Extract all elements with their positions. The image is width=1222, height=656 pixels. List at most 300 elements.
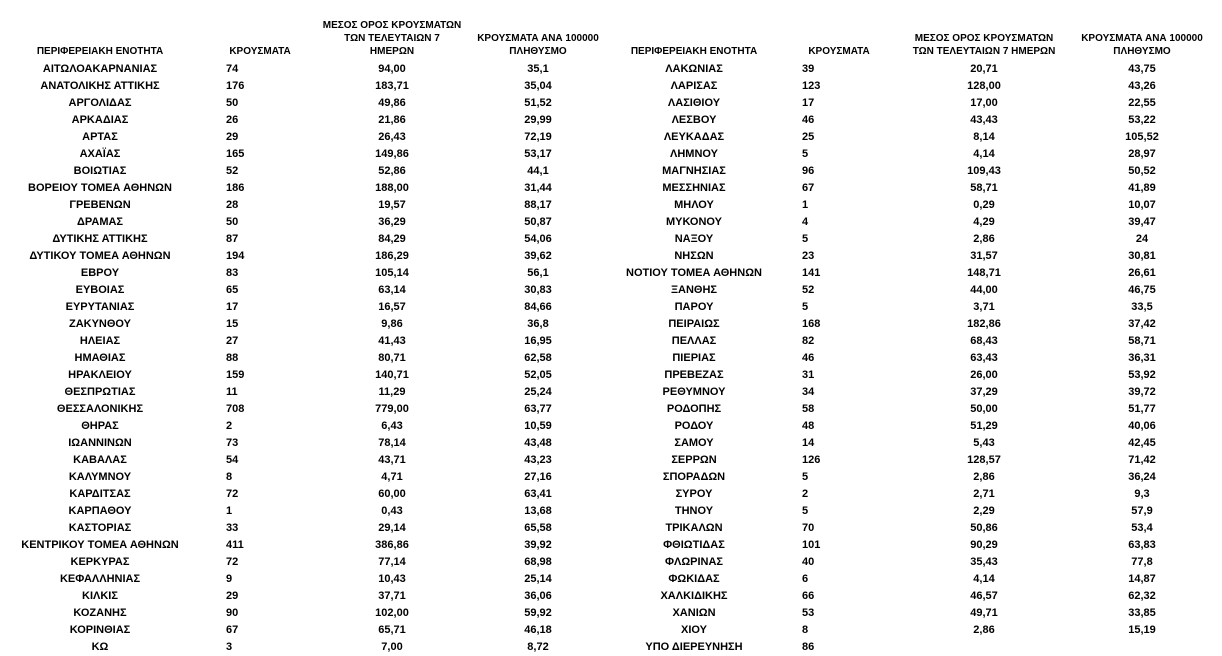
- table-row: [2, 367, 614, 384]
- cell-cases: 26: [226, 114, 239, 126]
- table-row: [2, 197, 614, 214]
- cell-avg7: 779,00: [375, 403, 409, 415]
- cell-region: ΚΑΛΥΜΝΟΥ: [68, 471, 132, 483]
- cell-region: ΡΕΘΥΜΝΟΥ: [662, 386, 726, 398]
- cell-per100k: 53,17: [524, 148, 552, 160]
- cell-cases: 708: [226, 403, 245, 415]
- cell-avg7: 4,14: [973, 573, 995, 585]
- cell-avg7: 50,00: [970, 403, 998, 415]
- cell-cases: 4: [802, 216, 809, 228]
- cell-region: ΑΡΤΑΣ: [82, 131, 118, 143]
- cell-cases: 33: [226, 522, 239, 534]
- cell-cases: 14: [802, 437, 815, 449]
- table-row: [614, 231, 1220, 248]
- cell-cases: 66: [802, 590, 815, 602]
- cell-region: ΚΕΦΑΛΛΗΝΙΑΣ: [59, 573, 141, 585]
- cell-avg7: 52,86: [378, 165, 406, 177]
- header-avg7: ΜΕΣΟΣ ΟΡΟΣ ΚΡΟΥΣΜΑΤΩΝ ΤΩΝ ΤΕΛΕΥΤΑΙΩΝ 7 ΗΜΕΡΩΝ: [322, 20, 462, 57]
- cell-region: ΚΕΝΤΡΙΚΟΥ ΤΟΜΕΑ ΑΘΗΝΩΝ: [21, 539, 179, 551]
- cell-per100k: 54,06: [524, 233, 552, 245]
- header-per100k: ΚΡΟΥΣΜΑΤΑ ΑΝΑ 100000 ΠΛΗΘΥΣΜΟ: [477, 33, 599, 57]
- table-row: [614, 588, 1220, 605]
- cell-cases: 28: [226, 199, 239, 211]
- cell-avg7: 140,71: [375, 369, 409, 381]
- cell-per100k: 9,3: [1134, 488, 1150, 500]
- cell-avg7: 35,43: [970, 556, 998, 568]
- cell-avg7: 29,14: [378, 522, 406, 534]
- cell-per100k: 68,98: [524, 556, 552, 568]
- cell-cases: 159: [226, 369, 245, 381]
- table-row: [2, 231, 614, 248]
- cell-region: ΔΥΤΙΚΗΣ ΑΤΤΙΚΗΣ: [52, 233, 148, 245]
- header-avg7: ΜΕΣΟΣ ΟΡΟΣ ΚΡΟΥΣΜΑΤΩΝ ΤΩΝ ΤΕΛΕΥΤΑΙΩΝ 7 ΗΜΕΡΩΝ: [912, 33, 1056, 57]
- cell-region: ΘΕΣΠΡΩΤΙΑΣ: [64, 386, 136, 398]
- cell-per100k: 24: [1135, 233, 1149, 245]
- cell-avg7: 2,29: [973, 505, 995, 517]
- cell-region: ΡΟΔΟΠΗΣ: [666, 403, 722, 415]
- cell-avg7: 5,43: [973, 437, 995, 449]
- cell-cases: 29: [226, 131, 239, 143]
- cell-per100k: 8,72: [527, 641, 549, 653]
- cell-per100k: 14,87: [1128, 573, 1156, 585]
- cell-region: ΞΑΝΘΗΣ: [670, 284, 718, 296]
- table-row: [614, 571, 1220, 588]
- cell-region: ΕΥΡΥΤΑΝΙΑΣ: [65, 301, 135, 313]
- cell-cases: 58: [802, 403, 815, 415]
- cell-region: ΑΧΑΪΑΣ: [79, 148, 121, 160]
- cell-cases: 50: [226, 97, 239, 109]
- cell-cases: 52: [802, 284, 815, 296]
- cell-per100k: 72,19: [524, 131, 552, 143]
- cell-avg7: 63,43: [970, 352, 998, 364]
- cell-cases: 74: [226, 63, 239, 75]
- table-row: [2, 571, 614, 588]
- table-row: [614, 622, 1220, 639]
- cell-cases: 46: [802, 352, 815, 364]
- cell-per100k: 39,72: [1128, 386, 1156, 398]
- cell-avg7: 51,29: [970, 420, 998, 432]
- cell-avg7: 37,29: [970, 386, 998, 398]
- cell-region: ΛΑΣΙΘΙΟΥ: [667, 97, 721, 109]
- cell-per100k: 36,31: [1128, 352, 1156, 364]
- cell-cases: 186: [226, 182, 245, 194]
- cell-per100k: 39,62: [524, 250, 552, 262]
- cell-region: ΜΕΣΣΗΝΙΑΣ: [662, 182, 726, 194]
- cell-per100k: 51,77: [1128, 403, 1156, 415]
- cases-table-left: [2, 8, 614, 656]
- cell-avg7: 4,71: [381, 471, 403, 483]
- cell-per100k: 62,32: [1128, 590, 1156, 602]
- cell-avg7: 43,43: [970, 114, 998, 126]
- cell-per100k: 29,99: [524, 114, 552, 126]
- cell-avg7: 58,71: [970, 182, 998, 194]
- table-row: [2, 622, 614, 639]
- cell-cases: 39: [802, 63, 815, 75]
- cell-per100k: 63,83: [1128, 539, 1156, 551]
- cell-per100k: 84,66: [524, 301, 552, 313]
- cell-avg7: 2,71: [973, 488, 995, 500]
- table-row: [2, 282, 614, 299]
- cell-per100k: 35,04: [524, 80, 552, 92]
- cell-region: ΚΑΡΠΑΘΟΥ: [68, 505, 132, 517]
- cell-region: ΜΗΛΟΥ: [674, 199, 714, 211]
- cell-per100k: 27,16: [524, 471, 552, 483]
- table-row: [614, 299, 1220, 316]
- cell-avg7: 128,00: [967, 80, 1001, 92]
- table-body-left: [2, 61, 614, 656]
- cell-avg7: 41,43: [378, 335, 406, 347]
- cell-region: ΖΑΚΥΝΘΟΥ: [68, 318, 132, 330]
- cell-avg7: 77,14: [378, 556, 406, 568]
- cell-avg7: 84,29: [378, 233, 406, 245]
- cell-cases: 5: [802, 148, 809, 160]
- cell-avg7: 60,00: [378, 488, 406, 500]
- cell-per100k: 36,8: [527, 318, 549, 330]
- cell-region: ΒΟΙΩΤΙΑΣ: [73, 165, 127, 177]
- cell-per100k: 51,52: [524, 97, 552, 109]
- cell-region: ΝΟΤΙΟΥ ΤΟΜΕΑ ΑΘΗΝΩΝ: [626, 267, 762, 279]
- cell-per100k: 36,24: [1128, 471, 1156, 483]
- cell-region: ΚΟΡΙΝΘΙΑΣ: [69, 624, 131, 636]
- cell-region: ΔΡΑΜΑΣ: [76, 216, 124, 228]
- cell-region: ΤΡΙΚΑΛΩΝ: [665, 522, 723, 534]
- table-row: [614, 248, 1220, 265]
- header-cases: ΚΡΟΥΣΜΑΤΑ: [229, 46, 291, 57]
- cell-per100k: 39,47: [1128, 216, 1156, 228]
- cell-avg7: 37,71: [378, 590, 406, 602]
- table-row: [2, 214, 614, 231]
- table-row: [614, 61, 1220, 78]
- table-row: [614, 639, 1220, 656]
- table-row: [2, 435, 614, 452]
- table-row: [2, 639, 614, 656]
- cell-avg7: 36,29: [378, 216, 406, 228]
- cell-region: ΚΩ: [91, 641, 109, 653]
- cell-avg7: 50,86: [970, 522, 998, 534]
- cell-cases: 70: [802, 522, 815, 534]
- table-row: [2, 265, 614, 282]
- cell-avg7: 17,00: [970, 97, 998, 109]
- cell-per100k: 46,18: [524, 624, 552, 636]
- cell-per100k: 43,26: [1128, 80, 1156, 92]
- cell-region: ΣΥΡΟΥ: [675, 488, 713, 500]
- table-row: [2, 418, 614, 435]
- table-row: [2, 316, 614, 333]
- cell-avg7: 4,14: [973, 148, 995, 160]
- cell-region: ΑΡΚΑΔΙΑΣ: [71, 114, 129, 126]
- cell-region: ΤΗΝΟΥ: [674, 505, 714, 517]
- cell-region: ΥΠΟ ΔΙΕΡΕΥΝΗΣΗ: [645, 641, 743, 653]
- cell-per100k: 56,1: [527, 267, 549, 279]
- cell-avg7: 21,86: [378, 114, 406, 126]
- table-row: [2, 503, 614, 520]
- table-row: [614, 401, 1220, 418]
- cell-region: ΚΙΛΚΙΣ: [82, 590, 118, 602]
- cell-region: ΚΕΡΚΥΡΑΣ: [70, 556, 130, 568]
- cell-region: ΧΑΝΙΩΝ: [672, 607, 716, 619]
- cell-region: ΑΝΑΤΟΛΙΚΗΣ ΑΤΤΙΚΗΣ: [40, 80, 160, 92]
- cell-cases: 27: [226, 335, 239, 347]
- cell-avg7: 183,71: [375, 80, 409, 92]
- cell-per100k: 59,92: [524, 607, 552, 619]
- cell-cases: 87: [226, 233, 239, 245]
- cell-cases: 50: [226, 216, 239, 228]
- cell-avg7: 7,00: [381, 641, 403, 653]
- cell-per100k: 53,92: [1128, 369, 1156, 381]
- cell-per100k: 43,23: [524, 454, 552, 466]
- table-row: [614, 197, 1220, 214]
- cell-region: ΠΕΛΛΑΣ: [671, 335, 717, 347]
- cell-region: ΠΙΕΡΙΑΣ: [672, 352, 716, 364]
- cell-region: ΚΑΡΔΙΤΣΑΣ: [69, 488, 131, 500]
- cell-cases: 2: [802, 488, 809, 500]
- cell-region: ΛΗΜΝΟΥ: [670, 148, 718, 160]
- table-row: [2, 163, 614, 180]
- cell-avg7: 8,14: [973, 131, 995, 143]
- cell-per100k: 63,41: [524, 488, 552, 500]
- cell-cases: 8: [226, 471, 233, 483]
- cell-region: ΑΙΤΩΛΟΑΚΑΡΝΑΝΙΑΣ: [42, 63, 158, 75]
- cell-avg7: 80,71: [378, 352, 406, 364]
- table-row: [2, 520, 614, 537]
- cell-avg7: 386,86: [375, 539, 409, 551]
- table-row: [2, 78, 614, 95]
- cell-avg7: 148,71: [967, 267, 1001, 279]
- cell-region: ΕΒΡΟΥ: [80, 267, 120, 279]
- table-row: [2, 61, 614, 78]
- table-row: [614, 537, 1220, 554]
- cell-avg7: 26,00: [970, 369, 998, 381]
- cell-avg7: 188,00: [375, 182, 409, 194]
- cell-region: ΦΛΩΡΙΝΑΣ: [664, 556, 724, 568]
- cell-cases: 1: [226, 505, 233, 517]
- table-row: [2, 537, 614, 554]
- cell-avg7: 2,86: [973, 624, 995, 636]
- cell-region: ΠΑΡΟΥ: [674, 301, 714, 313]
- cell-cases: 17: [802, 97, 815, 109]
- cell-per100k: 10,07: [1128, 199, 1156, 211]
- table-row: [614, 554, 1220, 571]
- cell-cases: 88: [226, 352, 239, 364]
- header-region: ΠΕΡΙΦΕΡΕΙΑΚΗ ΕΝΟΤΗΤΑ: [36, 46, 164, 57]
- table-row: [614, 384, 1220, 401]
- cell-avg7: 105,14: [375, 267, 409, 279]
- cell-cases: 23: [802, 250, 815, 262]
- cell-cases: 9: [226, 573, 233, 585]
- cell-avg7: 19,57: [378, 199, 406, 211]
- cell-per100k: 13,68: [524, 505, 552, 517]
- table-row: [614, 78, 1220, 95]
- cell-region: ΚΑΣΤΟΡΙΑΣ: [68, 522, 132, 534]
- cell-per100k: 41,89: [1128, 182, 1156, 194]
- cell-per100k: 25,24: [524, 386, 552, 398]
- cell-per100k: 22,55: [1128, 97, 1156, 109]
- cell-avg7: 49,86: [378, 97, 406, 109]
- cell-avg7: 0,29: [973, 199, 995, 211]
- cell-per100k: 77,8: [1131, 556, 1153, 568]
- cell-region: ΣΠΟΡΑΔΩΝ: [662, 471, 726, 483]
- cell-per100k: 30,81: [1128, 250, 1156, 262]
- cell-cases: 5: [802, 471, 809, 483]
- cell-region: ΗΜΑΘΙΑΣ: [74, 352, 126, 364]
- cell-avg7: 63,14: [378, 284, 406, 296]
- cell-avg7: 44,00: [970, 284, 998, 296]
- table-row: [614, 333, 1220, 350]
- cell-per100k: 33,85: [1128, 607, 1156, 619]
- cell-cases: 53: [802, 607, 815, 619]
- cell-per100k: 16,95: [524, 335, 552, 347]
- cell-cases: 101: [802, 539, 821, 551]
- cell-region: ΛΕΥΚΑΔΑΣ: [663, 131, 725, 143]
- table-row: [2, 486, 614, 503]
- cell-cases: 65: [226, 284, 239, 296]
- cell-avg7: 78,14: [378, 437, 406, 449]
- cell-per100k: 33,5: [1131, 301, 1153, 313]
- table-row: [614, 469, 1220, 486]
- table-row: [2, 129, 614, 146]
- table-row: [2, 605, 614, 622]
- cell-cases: 3: [226, 641, 233, 653]
- cell-cases: 52: [226, 165, 239, 177]
- cell-per100k: 43,48: [524, 437, 552, 449]
- cell-region: ΘΗΡΑΣ: [81, 420, 119, 432]
- cell-avg7: 68,43: [970, 335, 998, 347]
- cell-per100k: 30,83: [524, 284, 552, 296]
- cell-region: ΔΥΤΙΚΟΥ ΤΟΜΕΑ ΑΘΗΝΩΝ: [29, 250, 171, 262]
- cell-region: ΡΟΔΟΥ: [674, 420, 714, 432]
- cell-cases: 67: [226, 624, 239, 636]
- cell-cases: 67: [802, 182, 815, 194]
- cell-cases: 165: [226, 148, 245, 160]
- cell-cases: 411: [226, 539, 244, 551]
- cell-cases: 5: [802, 233, 809, 245]
- cell-avg7: 10,43: [378, 573, 406, 585]
- cell-cases: 17: [226, 301, 239, 313]
- table-row: [2, 469, 614, 486]
- cell-cases: 46: [802, 114, 815, 126]
- cell-avg7: 49,71: [970, 607, 998, 619]
- cell-cases: 176: [226, 80, 245, 92]
- cell-region: ΘΕΣΣΑΛΟΝΙΚΗΣ: [56, 403, 144, 415]
- cell-cases: 90: [226, 607, 239, 619]
- table-row: [614, 520, 1220, 537]
- cell-avg7: 46,57: [970, 590, 998, 602]
- cell-avg7: 90,29: [970, 539, 998, 551]
- cell-cases: 54: [226, 454, 239, 466]
- cell-cases: 194: [226, 250, 245, 262]
- cell-per100k: 53,4: [1131, 522, 1153, 534]
- table-body-right: [614, 61, 1220, 656]
- cell-region: ΒΟΡΕΙΟΥ ΤΟΜΕΑ ΑΘΗΝΩΝ: [28, 182, 172, 194]
- cell-avg7: 9,86: [381, 318, 403, 330]
- cell-avg7: 43,71: [378, 454, 406, 466]
- table-header-row: [614, 8, 1220, 61]
- table-row: [614, 282, 1220, 299]
- cell-per100k: 57,9: [1131, 505, 1153, 517]
- cell-per100k: 39,92: [524, 539, 552, 551]
- cell-cases: 126: [802, 454, 821, 466]
- cell-cases: 141: [802, 267, 821, 279]
- cell-avg7: 2,86: [973, 233, 995, 245]
- cell-avg7: [904, 639, 1064, 656]
- cell-avg7: 16,57: [378, 301, 406, 313]
- table-row: [614, 129, 1220, 146]
- cell-region: ΣΑΜΟΥ: [674, 437, 714, 449]
- cases-table-right: [614, 8, 1220, 656]
- cell-per100k: 28,97: [1128, 148, 1156, 160]
- table-row: [614, 146, 1220, 163]
- cell-per100k: 53,22: [1128, 114, 1156, 126]
- cell-per100k: 37,42: [1128, 318, 1156, 330]
- cell-cases: 72: [226, 488, 239, 500]
- cell-per100k: 62,58: [524, 352, 552, 364]
- table-row: [2, 588, 614, 605]
- cell-per100k: 43,75: [1128, 63, 1156, 75]
- table-row: [2, 112, 614, 129]
- cell-avg7: 6,43: [381, 420, 403, 432]
- table-row: [2, 350, 614, 367]
- cell-per100k: 71,42: [1128, 454, 1156, 466]
- cell-region: ΦΩΚΙΔΑΣ: [668, 573, 720, 585]
- cell-per100k: 35,1: [527, 63, 549, 75]
- table-header-row: [2, 8, 614, 61]
- cell-cases: 2: [226, 420, 233, 432]
- cell-region: ΚΑΒΑΛΑΣ: [73, 454, 127, 466]
- cell-region: ΝΗΣΩΝ: [674, 250, 714, 262]
- cell-avg7: 149,86: [375, 148, 409, 160]
- cell-region: ΧΙΟΥ: [681, 624, 707, 636]
- header-per100k: ΚΡΟΥΣΜΑΤΑ ΑΝΑ 100000 ΠΛΗΘΥΣΜΟ: [1081, 33, 1203, 57]
- cell-region: ΣΕΡΡΩΝ: [671, 454, 717, 466]
- cell-avg7: 65,71: [378, 624, 406, 636]
- cell-per100k: 26,61: [1128, 267, 1156, 279]
- cell-per100k: 10,59: [524, 420, 552, 432]
- table-row: [614, 418, 1220, 435]
- cell-cases: 6: [802, 573, 809, 585]
- cell-per100k: 58,71: [1128, 335, 1156, 347]
- table-row: [2, 299, 614, 316]
- cell-avg7: 26,43: [378, 131, 406, 143]
- cell-per100k: 15,19: [1128, 624, 1156, 636]
- table-row: [614, 486, 1220, 503]
- cell-region: ΗΡΑΚΛΕΙΟΥ: [68, 369, 132, 381]
- cell-avg7: 94,00: [378, 63, 406, 75]
- table-row: [614, 180, 1220, 197]
- table-row: [2, 146, 614, 163]
- table-row: [614, 367, 1220, 384]
- cell-per100k: 88,17: [524, 199, 552, 211]
- table-row: [614, 605, 1220, 622]
- cell-region: ΓΡΕΒΕΝΩΝ: [69, 199, 131, 211]
- cell-region: ΛΕΣΒΟΥ: [671, 114, 717, 126]
- cell-per100k: 50,52: [1128, 165, 1156, 177]
- table-row: [614, 163, 1220, 180]
- table-row: [614, 316, 1220, 333]
- cell-avg7: 0,43: [381, 505, 403, 517]
- cell-per100k: 63,77: [524, 403, 552, 415]
- table-row: [614, 265, 1220, 282]
- cell-per100k: 25,14: [524, 573, 552, 585]
- cell-region: ΕΥΒΟΙΑΣ: [75, 284, 125, 296]
- cell-region: ΠΕΙΡΑΙΩΣ: [668, 318, 720, 330]
- cell-cases: 82: [802, 335, 815, 347]
- cell-region: ΝΑΞΟΥ: [674, 233, 714, 245]
- table-row: [2, 333, 614, 350]
- table-row: [614, 503, 1220, 520]
- table-row: [2, 554, 614, 571]
- cell-region: ΑΡΓΟΛΙΔΑΣ: [68, 97, 132, 109]
- cell-cases: 15: [226, 318, 239, 330]
